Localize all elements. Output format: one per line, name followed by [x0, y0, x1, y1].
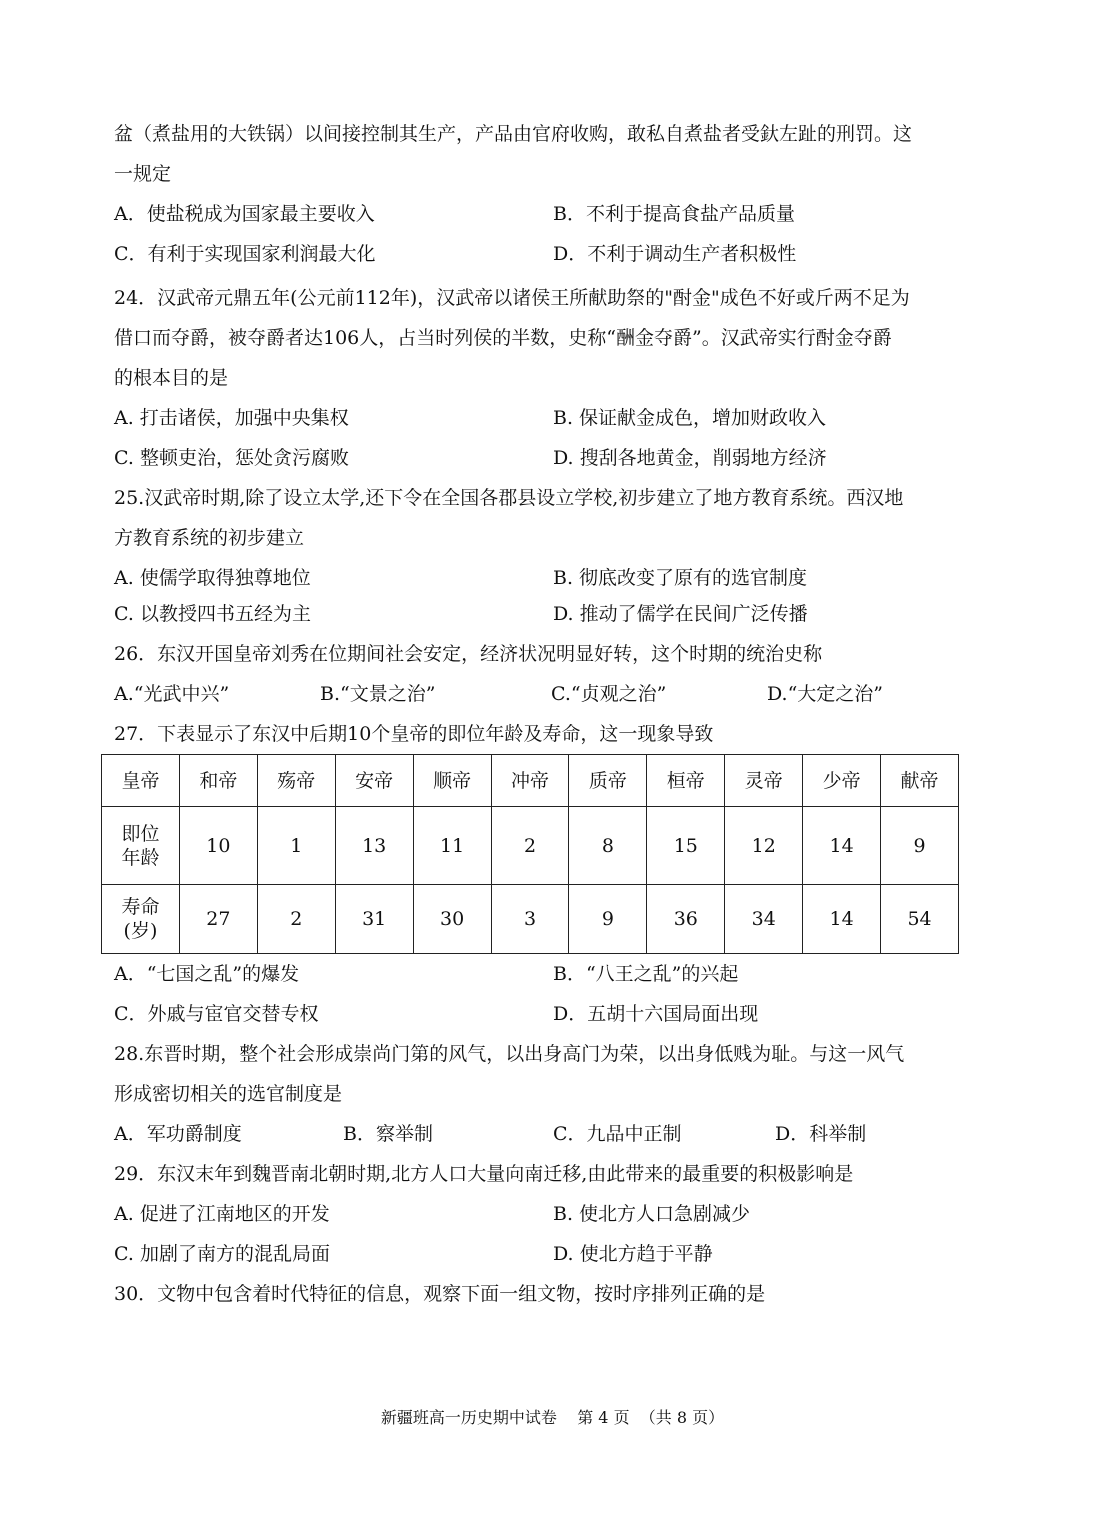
q24-option-b: B. 保证献金成色，增加财政收入 [553, 407, 827, 429]
q28-stem-line1: 28.东晋时期，整个社会形成崇尚门第的风气，以出身高门为荣，以出身低贱为耻。与这一风气 [114, 1043, 905, 1065]
table-cell-lifespan: 34 [725, 885, 803, 954]
q25-stem-line2: 方教育系统的初步建立 [114, 527, 305, 549]
q29-option-a: A. 促进了江南地区的开发 [114, 1203, 330, 1225]
q23-stem-line2: 一规定 [114, 163, 172, 185]
q24-option-c: C. 整顿吏治，惩处贪污腐败 [114, 447, 349, 469]
q23-stem-line1: 盆（煮盐用的大铁锅）以间接控制其生产，产品由官府收购，敢私自煮盐者受釱左趾的刑罚。这 [114, 123, 913, 145]
q26-option-b: B.“文景之治” [320, 683, 436, 705]
q25-option-b: B. 彻底改变了原有的选官制度 [553, 567, 808, 589]
q24-option-a: A. 打击诸侯，加强中央集权 [114, 407, 349, 429]
table-header-cell: 顺帝 [413, 755, 491, 807]
q24-option-d: D. 搜刮各地黄金，削弱地方经济 [553, 447, 827, 469]
life-label-line1: 寿命 [121, 896, 160, 918]
q27-option-c: C．外戚与宦官交替专权 [114, 1003, 319, 1025]
table-header-cell: 质帝 [569, 755, 647, 807]
q27-option-b: B．“八王之乱”的兴起 [553, 963, 739, 985]
q28-option-d: D．科举制 [775, 1123, 867, 1145]
table-cell-age: 13 [335, 807, 413, 885]
q26-option-a: A.“光武中兴” [114, 683, 230, 705]
q29-option-d: D. 使北方趋于平静 [553, 1243, 713, 1265]
table-cell-lifespan: 3 [491, 885, 569, 954]
table-cell-lifespan: 14 [803, 885, 881, 954]
table-header-cell: 冲帝 [491, 755, 569, 807]
table-header-cell: 献帝 [881, 755, 959, 807]
q27-option-d: D．五胡十六国局面出现 [553, 1003, 759, 1025]
q28-option-c: C．九品中正制 [553, 1123, 682, 1145]
table-row [102, 885, 959, 954]
q30-stem: 30．文物中包含着时代特征的信息，观察下面一组文物，按时序排列正确的是 [114, 1283, 766, 1305]
q25-option-d: D. 推动了儒学在民间广泛传播 [553, 603, 808, 625]
table-header-cell: 皇帝 [102, 755, 180, 807]
table-cell-lifespan: 27 [179, 885, 257, 954]
table-cell-age: 9 [881, 807, 959, 885]
q24-stem-line1: 24．汉武帝元鼎五年(公元前112年)，汉武帝以诸侯王所献助祭的"酎金"成色不好或斤两不足为 [114, 287, 910, 309]
table-cell-lifespan: 30 [413, 885, 491, 954]
table-cell-age: 14 [803, 807, 881, 885]
life-label-line2: (岁) [123, 920, 158, 942]
table-cell-lifespan: 31 [335, 885, 413, 954]
q28-option-a: A．军功爵制度 [114, 1123, 242, 1145]
table-row [102, 755, 959, 807]
age-label-line2: 年龄 [121, 846, 160, 869]
table-cell-lifespan: 9 [569, 885, 647, 954]
table-cell-age: 11 [413, 807, 491, 885]
q23-option-d: D．不利于调动生产者积极性 [553, 243, 797, 265]
q25-option-a: A. 使儒学取得独尊地位 [114, 567, 311, 589]
table-header-cell: 殇帝 [257, 755, 335, 807]
table-cell-lifespan: 2 [257, 885, 335, 954]
q24-stem-line3: 的根本目的是 [114, 367, 229, 389]
table-cell-age: 10 [179, 807, 257, 885]
q25-stem-line1: 25.汉武帝时期,除了设立太学,还下令在全国各郡县设立学校,初步建立了地方教育系统。西汉地 [114, 487, 904, 509]
table-header-cell: 安帝 [335, 755, 413, 807]
q28-option-b: B．察举制 [343, 1123, 433, 1145]
q28-stem-line2: 形成密切相关的选官制度是 [114, 1083, 343, 1105]
q29-option-b: B. 使北方人口急剧减少 [553, 1203, 751, 1225]
table-header-cell: 和帝 [179, 755, 257, 807]
q29-stem: 29．东汉末年到魏晋南北朝时期,北方人口大量向南迁移,由此带来的最重要的积极影响是 [114, 1163, 854, 1185]
q29-option-c: C. 加剧了南方的混乱局面 [114, 1243, 330, 1265]
table-cell-lifespan: 36 [647, 885, 725, 954]
table-cell-age: 12 [725, 807, 803, 885]
table-cell-age: 15 [647, 807, 725, 885]
table-cell-age: 8 [569, 807, 647, 885]
q27-option-a: A．“七国之乱”的爆发 [114, 963, 300, 985]
table-cell-age: 1 [257, 807, 335, 885]
q25-option-c: C. 以教授四书五经为主 [114, 603, 311, 625]
table-cell-lifespan: 54 [881, 885, 959, 954]
q24-stem-line2: 借口而夺爵，被夺爵者达106人，占当时列侯的半数，史称“酬金夺爵”。汉武帝实行酎金夺爵 [114, 327, 892, 349]
q26-option-d: D.“大定之治” [767, 683, 884, 705]
table-row [102, 807, 959, 885]
page-footer: 新疆班高一历史期中试卷 第 4 页 （共 8 页） [380, 1408, 725, 1427]
table-row-label-lifespan [102, 885, 180, 954]
table-header-cell: 少帝 [803, 755, 881, 807]
table-header-cell: 桓帝 [647, 755, 725, 807]
emperor-table [101, 754, 959, 954]
table-header-cell: 灵帝 [725, 755, 803, 807]
q26-stem: 26．东汉开国皇帝刘秀在位期间社会安定，经济状况明显好转，这个时期的统治史称 [114, 643, 823, 665]
age-label-line1: 即位 [121, 822, 160, 845]
q23-option-a: A．使盐税成为国家最主要收入 [114, 203, 375, 225]
q26-option-c: C.“贞观之治” [551, 683, 667, 705]
q23-option-c: C．有利于实现国家利润最大化 [114, 243, 376, 265]
q27-stem: 27．下表显示了东汉中后期10个皇帝的即位年龄及寿命，这一现象导致 [114, 723, 714, 745]
table-cell-age: 2 [491, 807, 569, 885]
table-row-label-age [102, 807, 180, 885]
q23-option-b: B．不利于提高食盐产品质量 [553, 203, 795, 225]
